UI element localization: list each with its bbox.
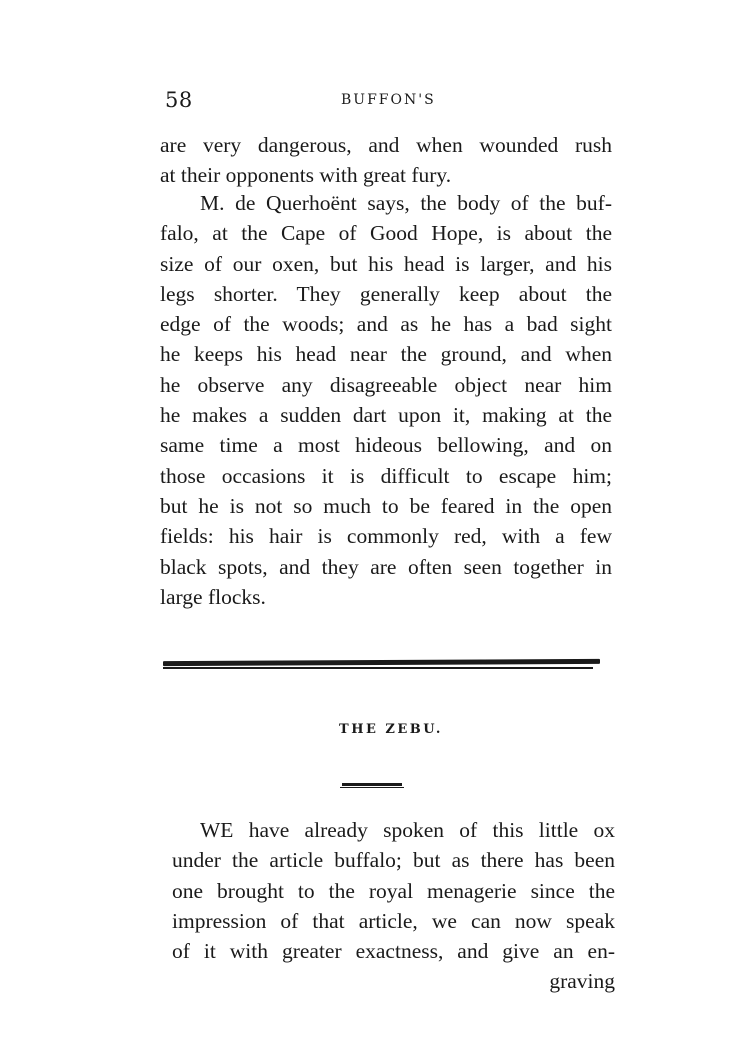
text-line: are very dangerous, and when wounded rush [160,133,612,157]
title-ornament-rule-thin [340,787,404,788]
text-line: black spots, and they are often seen together in [160,554,612,579]
catchword: graving [549,969,615,994]
text-line: he keeps his head near the ground, and when [160,342,612,367]
text-line: legs shorter. They generally keep about the [160,281,612,306]
text-line: at their opponents with great fury. [160,163,452,188]
text-line: falo, at the Cape of Good Hope, is about the [160,221,612,246]
text-line: edge of the woods; and as he has a bad sight [160,312,612,337]
text-line: large flocks. [160,584,266,609]
text-line: impression of that article, we can now speak [172,908,615,933]
text-line: size of our oxen, but his head is larger, and his [160,251,612,276]
text-line: he observe any disagreeable object near him [160,372,612,397]
running-title: BUFFON'S [341,92,436,108]
text-line: M. de Querhoënt says, the body of the buf- [200,191,612,215]
text-line: he makes a sudden dart upon it, making at the [160,403,612,428]
text-line: of it with greater exactness, and give an en- [172,939,615,964]
running-head [165,88,610,118]
text-line: but he is not so much to be feared in the open [160,493,612,518]
section-title: THE ZEBU. [339,722,443,737]
text-line: under the article buffalo; but as there has been [172,848,615,873]
section-divider-thick [163,659,600,666]
text-line: same time a most hideous bellowing, and on [160,433,612,458]
text-line: fields: his hair is commonly red, with a few [160,524,612,549]
paragraph-zebu [172,815,615,997]
paragraph-querhoent [160,188,612,612]
text-line: WE have already spoken of this little ox [200,818,615,842]
title-ornament-rule [342,783,402,786]
section-divider-thin [163,667,593,669]
paragraph-buffalo-end [160,130,612,191]
text-line: one brought to the royal menagerie since the [172,878,615,903]
page-number: 58 [165,88,193,112]
text-line: those occasions it is difficult to escape him; [160,463,612,488]
